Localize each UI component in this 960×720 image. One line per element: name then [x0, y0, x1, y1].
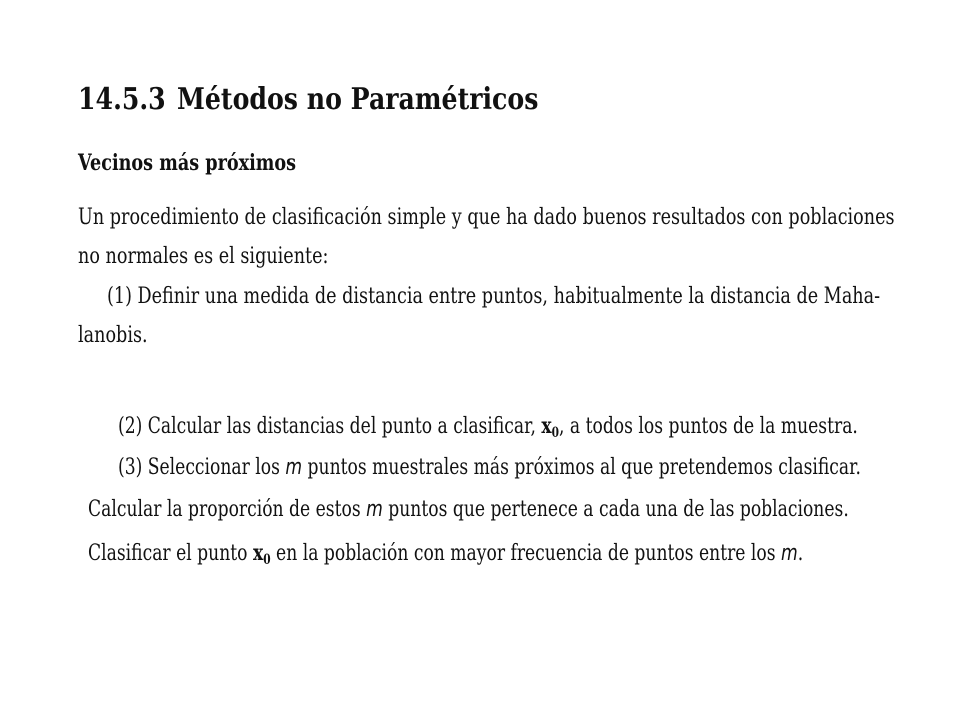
variable-m: m [781, 541, 798, 566]
intro-line-2: no normales es el siguiente: [78, 244, 329, 269]
vector-subscript: 0 [551, 425, 559, 442]
step-3-line-2-before: Calcular la proporción de estos [88, 497, 367, 522]
step-3-line-3-end: . [797, 541, 804, 566]
step-3-line-2-after: puntos que pertenece a cada una de las poblaciones. [382, 497, 849, 522]
intro-line-1: Un procedimiento de clasificación simple y que ha dado buenos resultados con poblaciones [78, 205, 895, 230]
step-3-text-after: puntos muestrales más próximos al que pretendemos clasificar. [302, 455, 861, 480]
variable-m: m [285, 455, 303, 480]
step-3-text-before: (3) Seleccionar los [118, 455, 286, 480]
step-1-line-2: lanobis. [78, 323, 148, 348]
step-1-line-1: (1) Definir una medida de distancia entre puntos, habitualmente la distancia de Maha- [107, 284, 881, 309]
step-2-text-before: (2) Calcular las distancias del punto a clasificar, [118, 414, 542, 439]
vector-x: x [252, 540, 264, 566]
section-number: 14.5.3 [78, 82, 166, 117]
vector-x0 [541, 413, 559, 442]
step-3-line-3-before: Clasificar el punto [88, 541, 253, 566]
vector-subscript: 0 [263, 552, 271, 569]
step-2-text-after: , a todos los puntos de la muestra. [558, 414, 858, 439]
vector-x0 [252, 540, 271, 569]
step-3-line-1 [118, 455, 861, 480]
section-title: Métodos no Paramétricos [177, 82, 539, 117]
subsection-title: Vecinos más próximos [78, 150, 297, 176]
variable-m: m [366, 497, 383, 522]
step-2-line [118, 413, 858, 442]
step-3-line-3-middle: en la población con mayor frecuencia de puntos entre los [270, 541, 782, 566]
step-3-line-2 [88, 497, 849, 522]
vector-x: x [541, 413, 552, 439]
step-3-line-3 [88, 540, 804, 569]
